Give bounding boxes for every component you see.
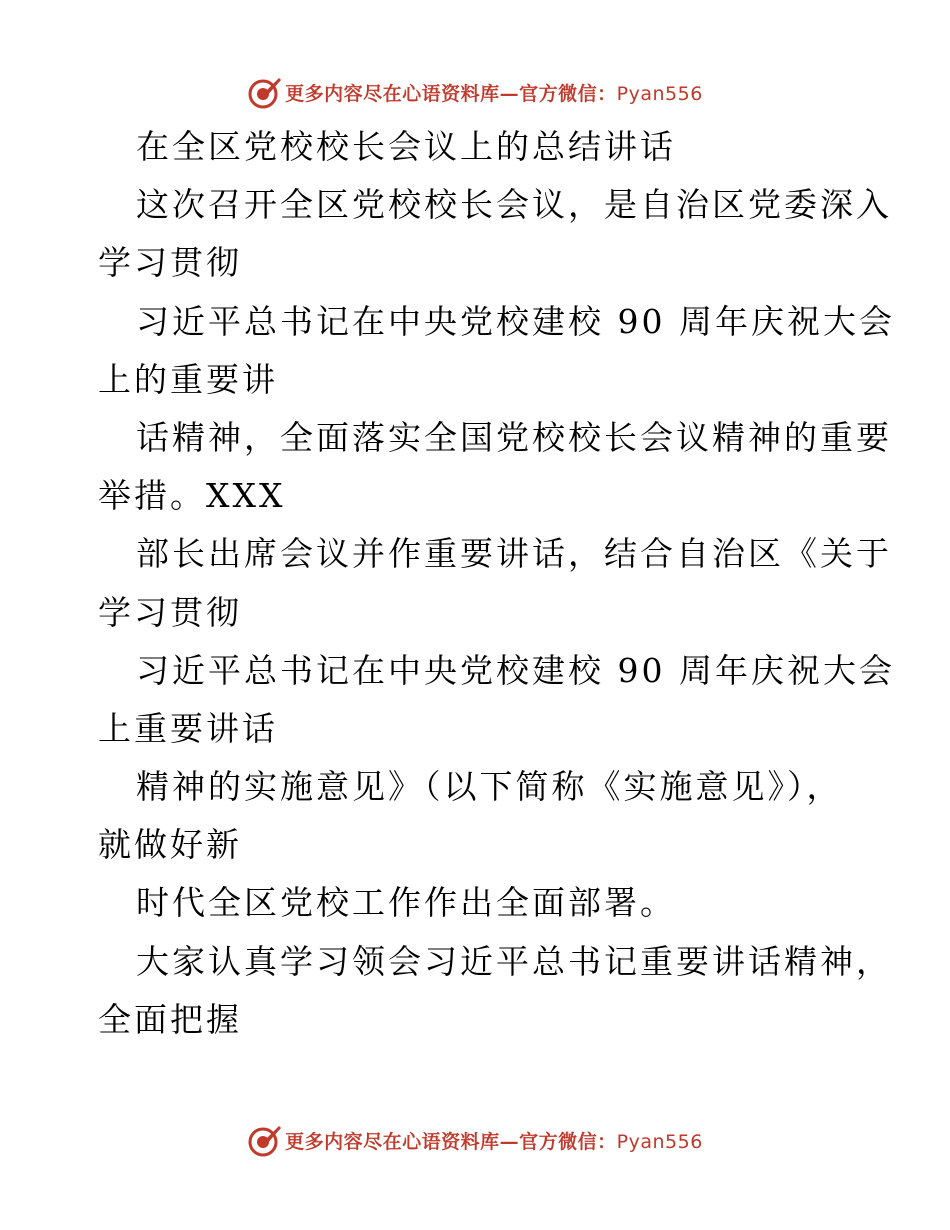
paragraph-line: 就做好新: [98, 825, 242, 865]
watermark-text: 更多内容尽在心语资料库—官方微信：Pyan556: [285, 1130, 703, 1153]
watermark-text: 更多内容尽在心语资料库—官方微信：Pyan556: [285, 82, 703, 105]
header-watermark: [0, 72, 950, 112]
paragraph-line: 举措。XXX: [98, 476, 286, 516]
paragraph-line: 话精神，全面落实全国党校校长会议精神的重要: [136, 417, 892, 457]
paragraph-line: 习近平总书记在中央党校建校 90 周年庆祝大会: [136, 650, 895, 690]
quill-seal-icon: [247, 1122, 283, 1158]
paragraph-line: 全面把握: [98, 999, 242, 1039]
paragraph-line: 学习贯彻: [98, 243, 242, 283]
paragraph-line: 时代全区党校工作作出全面部署。: [136, 883, 676, 923]
footer-watermark: [0, 1120, 950, 1160]
paragraph-line: 习近平总书记在中央党校建校 90 周年庆祝大会: [136, 301, 895, 341]
document-title: 在全区党校校长会议上的总结讲话: [136, 127, 676, 166]
document-body: [98, 118, 895, 1049]
paragraph-line: 学习贯彻: [98, 592, 242, 632]
paragraph-line: 精神的实施意见》（以下简称《实施意见》），: [136, 767, 843, 807]
paragraph-line: 上重要讲话: [98, 708, 278, 748]
paragraph-line: 上的重要讲: [98, 359, 278, 399]
paragraph-line: 大家认真学习领会习近平总书记重要讲话精神，: [136, 941, 892, 981]
paragraph-line: 部长出席会议并作重要讲话，结合自治区《关于: [136, 534, 892, 574]
paragraph-line: 这次召开全区党校校长会议，是自治区党委深入: [136, 185, 892, 225]
quill-seal-icon: [247, 74, 283, 110]
